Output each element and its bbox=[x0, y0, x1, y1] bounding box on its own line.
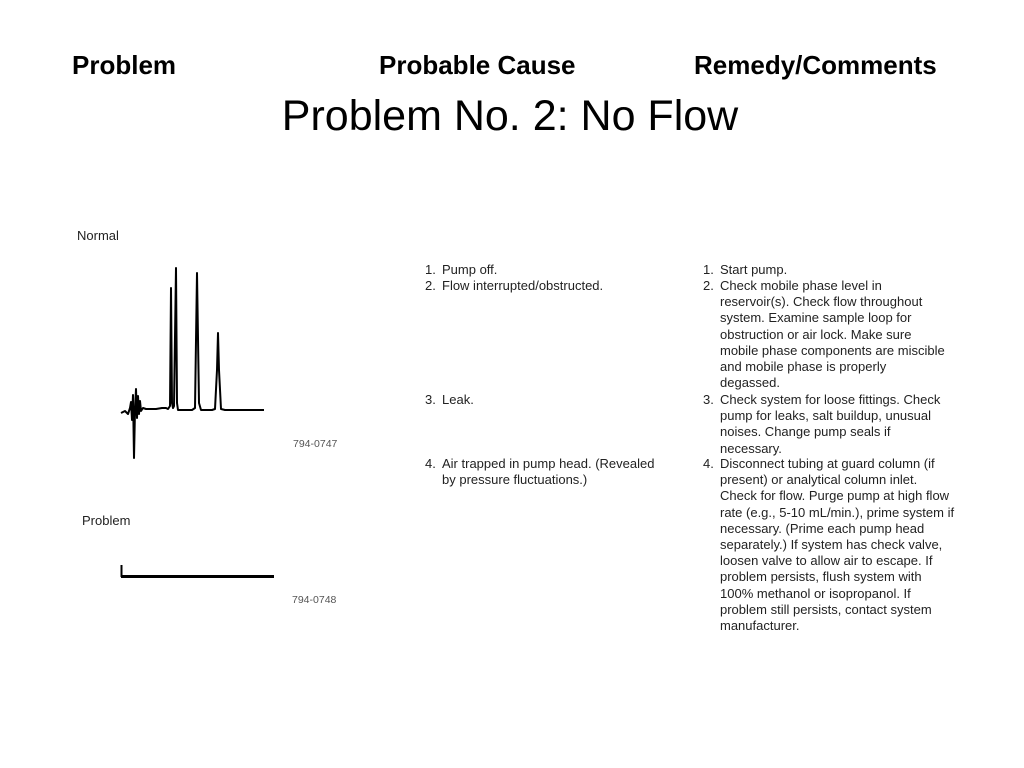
normal-figure-code: 794-0747 bbox=[293, 438, 338, 450]
remedy-item-text: Check system for loose fittings. Check pump for leaks, salt buildup, unusual noises. Change pump seals if necessary. bbox=[720, 392, 941, 456]
remedy-item-number: 1. bbox=[703, 262, 714, 277]
cause-item-number: 1. bbox=[425, 262, 436, 277]
remedy-item-4 bbox=[703, 456, 955, 634]
remedy-item-text: Disconnect tubing at guard column (if present) or analytical column inlet. Check for flow. Purge pump at high flow rate (e.g., 5-10 mL/min.), prime system if necessary. (Prime each pump head separately.) If system has check valve, loosen valve to allow air to escape. If problem persists, flush system with 100% methanol or isopropanol. If problem still persists, contact system manufacturer. bbox=[720, 456, 955, 634]
remedy-item-1 bbox=[703, 262, 952, 278]
cause-item-number: 3. bbox=[425, 392, 436, 407]
cause-item-1 bbox=[425, 262, 497, 278]
remedy-item-3 bbox=[703, 392, 952, 457]
cause-item-4 bbox=[425, 456, 670, 488]
problem-figure-code: 794-0748 bbox=[292, 594, 337, 606]
remedy-item-number: 4. bbox=[703, 456, 714, 471]
cause-item-2 bbox=[425, 278, 603, 294]
header-probable-cause: Probable Cause bbox=[379, 50, 576, 80]
cause-item-3 bbox=[425, 392, 474, 408]
slide-title: Problem No. 2: No Flow bbox=[281, 92, 739, 140]
cause-item-text: Leak. bbox=[442, 392, 474, 407]
remedy-item-number: 2. bbox=[703, 278, 714, 293]
normal-figure-label: Normal bbox=[77, 228, 119, 243]
cause-item-number: 4. bbox=[425, 456, 436, 471]
remedy-item-text: Check mobile phase level in reservoir(s). Check flow throughout system. Examine sample loop for obstruction or air lock. Make sure mobile phase components are miscible and mobile phase is properly degassed. bbox=[720, 278, 945, 391]
remedy-item-number: 3. bbox=[703, 392, 714, 407]
problem-chromatogram bbox=[118, 560, 278, 582]
remedy-item-2 bbox=[703, 278, 945, 391]
normal-chromatogram bbox=[118, 258, 268, 463]
normal-chromatogram-trace bbox=[121, 268, 264, 458]
problem-figure-label: Problem bbox=[82, 513, 131, 528]
cause-item-text: Air trapped in pump head. (Revealed by pressure fluctuations.) bbox=[442, 456, 655, 488]
header-remedy-comments: Remedy/Comments bbox=[694, 50, 937, 80]
header-problem: Problem bbox=[72, 50, 177, 80]
remedy-item-text: Start pump. bbox=[720, 262, 788, 277]
cause-item-number: 2. bbox=[425, 278, 436, 293]
cause-item-text: Pump off. bbox=[442, 262, 498, 277]
cause-item-text: Flow interrupted/obstructed. bbox=[442, 278, 604, 293]
